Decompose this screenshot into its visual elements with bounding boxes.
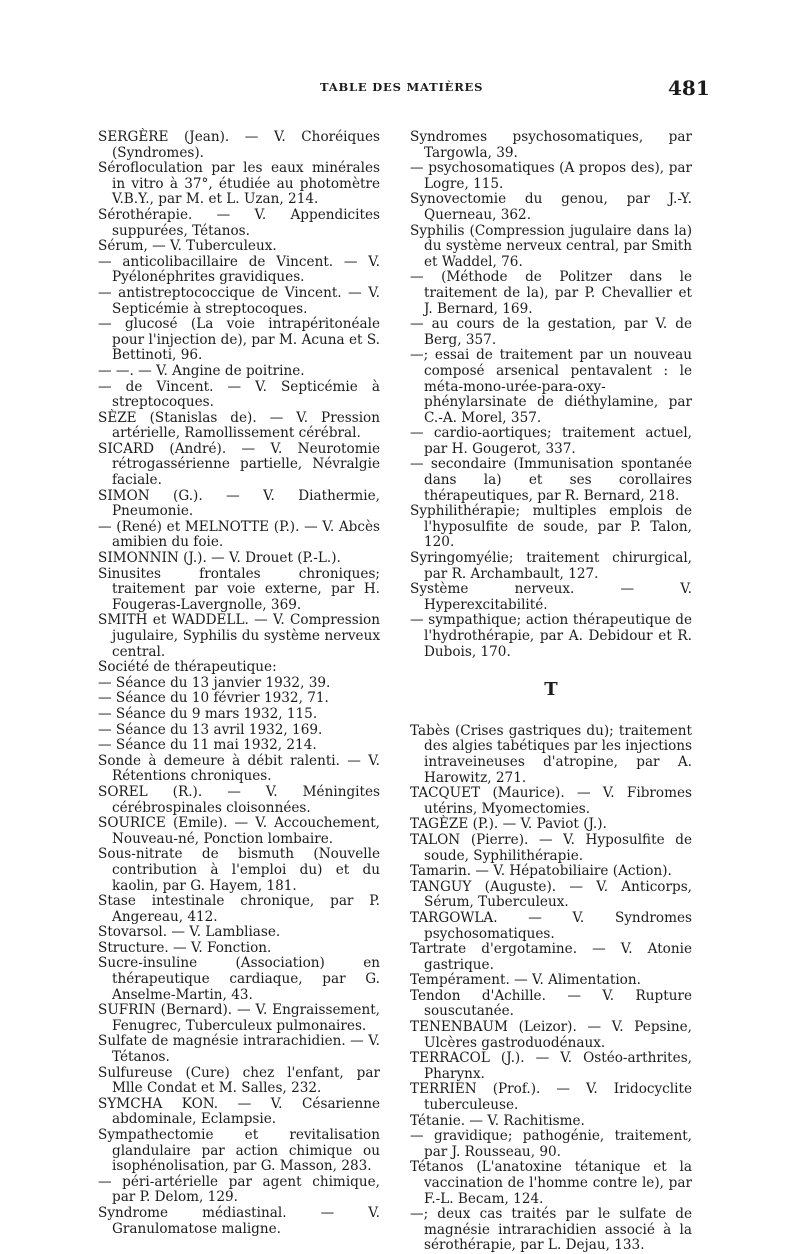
index-entry: Tétanie. — V. Rachitisme. (410, 1112, 585, 1129)
index-entry: Système nerveux. — V. Hyperexcitabilité. (410, 581, 692, 613)
index-entry: — antistreptococcique de Vincent. — V. Septicémie à streptocoques. (98, 284, 380, 317)
page-number: 481 (668, 76, 710, 100)
index-entry: SYMCHA KON. — V. Césarienne abdominale, Eclampsie. (98, 1095, 380, 1128)
index-entry: Syringomyélie; traitement chirurgical, par R. Archambault, 127. (410, 550, 692, 582)
index-entry: TACQUET (Maurice). — V. Fibromes utérins, Myomectomies. (410, 785, 692, 817)
index-entry: Syphilithérapie; multiples emplois de l'hyposulfite de soude, par P. Talon, 120. (410, 503, 692, 551)
index-entry: Sérofloculation par les eaux minérales in vitro à 37°, étudiée au photomètre V.B.Y., par M. et L. Uzan, 214. (98, 160, 380, 208)
index-entry: Tabès (Crises gastriques du); traitement des algies tabétiques par les injections intraveineuses d'atropine, par A. Harowitz, 271. (410, 722, 692, 786)
index-entry: Sulfureuse (Cure) chez l'enfant, par Mlle Condat et M. Salles, 232. (98, 1064, 380, 1097)
index-entry: — de Vincent. — V. Septicémie à streptocoques. (98, 378, 380, 411)
left-column (98, 130, 380, 1237)
index-entry: — glucosé (La voie intrapéritonéale pour l'injection de), par M. Acuna et S. Bettinoti, 96. (98, 316, 380, 364)
index-entry: SOURICE (Emile). — V. Accouchement, Nouveau-né, Ponction lombaire. (98, 815, 380, 847)
index-entry: TERRACOL (J.). — V. Ostéo-arthrites, Pharynx. (410, 1050, 692, 1082)
index-entry: —; deux cas traités par le sulfate de magnésie intrarachidien associé à la sérothérapie, par L. Dejau, 133. (410, 1206, 692, 1254)
index-entry: Syndrome médiastinal. — V. Granulomatose maligne. (98, 1204, 380, 1237)
index-entry: SIMON (G.). — V. Diathermie, Pneumonie. (98, 487, 380, 520)
index-entry: Sulfate de magnésie intrarachidien. — V. Tétanos. (98, 1033, 380, 1066)
index-entry: — Séance du 13 janvier 1932, 39. (98, 674, 331, 691)
index-entry: SÈZE (Stanislas de). — V. Pression artérielle, Ramollissement cérébral. (98, 409, 380, 442)
index-entry: — (René) et MELNOTTE (P.). — V. Abcès amibien du foie. (98, 518, 380, 551)
index-entry: Tartrate d'ergotamine. — V. Atonie gastrique. (410, 941, 692, 973)
index-entry: Sonde à demeure à débit ralenti. — V. Rétentions chroniques. (98, 752, 380, 785)
index-entry: Stovarsol. — V. Lambliase. (98, 924, 281, 941)
index-entry: Structure. — V. Fonction. (98, 939, 272, 956)
index-entry: Sérum, — V. Tuberculeux. (98, 238, 277, 255)
index-entry: Sérothérapie. — V. Appendicites suppurées, Tétanos. (98, 206, 380, 239)
index-entry: TANGUY (Auguste). — V. Anticorps, Sérum, Tuberculeux. (410, 878, 692, 911)
index-entry: Sous-nitrate de bismuth (Nouvelle contribution à l'emploi du) et du kaolin, par G. Hayem, 181. (98, 846, 380, 894)
index-entry: SOREL (R.). — V. Méningites cérébrospinales cloisonnées. (98, 783, 380, 816)
index-entry: Tendon d'Achille. — V. Rupture souscutanée. (410, 987, 692, 1020)
index-entry: — sympathique; action thérapeutique de l'hydrothérapie, par A. Debidour et R. Dubois, 170. (410, 612, 692, 660)
index-entry: Société de thérapeutique: (98, 659, 277, 676)
index-entry: SUFRIN (Bernard). — V. Engraissement, Fenugrec, Tuberculeux pulmonaires. (98, 1002, 380, 1034)
index-entry: Sucre-insuline (Association) en thérapeutique cardiaque, par G. Anselme-Martin, 43. (98, 955, 380, 1003)
index-entry: TARGOWLA. — V. Syndromes psychosomatiques. (410, 909, 692, 942)
running-title: TABLE DES MATIÈRES (320, 80, 484, 94)
index-entry: SERGÈRE (Jean). — V. Choréiques (Syndromes). (98, 129, 380, 161)
index-entry: — —. — V. Angine de poitrine. (98, 362, 305, 379)
index-entry: Syndromes psychosomatiques, par Targowla, 39. (410, 129, 692, 161)
index-entry: TERRIEN (Prof.). — V. Iridocyclite tuberculeuse. (410, 1081, 692, 1114)
index-entry: — Séance du 10 février 1932, 71. (98, 690, 329, 707)
index-entry: TALON (Pierre). — V. Hyposulfite de soude, Syphilithérapie. (410, 831, 692, 864)
index-entry: — (Méthode de Politzer dans le traitement de la), par P. Chevallier et J. Bernard, 169. (410, 269, 692, 317)
index-entry: — Séance du 9 mars 1932, 115. (98, 705, 318, 722)
index-entry: TENENBAUM (Leizor). — V. Pepsine, Ulcères gastroduodénaux. (410, 1019, 692, 1051)
index-entry: Tempérament. — V. Alimentation. (410, 972, 641, 989)
index-entry: SIMONNIN (J.). — V. Drouet (P.-L.). (98, 550, 341, 567)
index-entry: Sinusites frontales chroniques; traitement par voie externe, par H. Fougeras-Lavergnolle, 369. (98, 565, 380, 613)
index-entry: Synovectomie du genou, par J.-Y. Querneau, 362. (410, 191, 692, 223)
index-entry: Tétanos (L'anatoxine tétanique et la vaccination de l'homme contre le), par F.-L. Becam, 124. (410, 1159, 692, 1207)
index-entry: TAGÈZE (P.). — V. Paviot (J.). (410, 816, 607, 833)
index-entry: Tamarin. — V. Hépatobiliaire (Action). (410, 863, 672, 880)
index-entry: — psychosomatiques (A propos des), par Logre, 115. (410, 160, 692, 192)
index-entry: Stase intestinale chronique, par P. Angereau, 412. (98, 893, 380, 925)
index-entry: —; essai de traitement par un nouveau composé arsenical pentavalent : le méta-mono-urée-para-oxy-phénylarsinate de diéthylamine, par C.-A. Morel, 357. (410, 347, 692, 426)
section-letter: T (544, 679, 558, 701)
index-entry: — gravidique; pathogénie, traitement, par J. Rousseau, 90. (410, 1128, 692, 1160)
index-entry: — au cours de la gestation, par V. de Berg, 357. (410, 316, 692, 348)
index-entry: — secondaire (Immunisation spontanée dans la) et ses corollaires thérapeutiques, par R. Bernard, 218. (410, 456, 692, 504)
running-head (0, 76, 800, 98)
index-entry: — péri-artérielle par agent chimique, par P. Delom, 129. (98, 1173, 380, 1206)
index-entry: SICARD (André). — V. Neurotomie rétrogassérienne partielle, Névralgie faciale. (98, 440, 380, 489)
right-column (410, 130, 692, 1254)
index-entry: — cardio-aortiques; traitement actuel, par H. Gougerot, 337. (410, 425, 692, 457)
index-entry: — Séance du 13 avril 1932, 169. (98, 721, 323, 738)
index-entry: — anticolibacillaire de Vincent. — V. Pyélonéphrites gravidiques. (98, 253, 380, 286)
index-entry: Sympathectomie et revitalisation glandulaire par action chimique ou isophénolisation, par G. Masson, 283. (98, 1127, 380, 1175)
index-entry: Syphilis (Compression jugulaire dans la) du système nerveux central, par Smith et Waddel, 76. (410, 222, 692, 270)
index-entry: SMITH et WADDELL. — V. Compression jugulaire, Syphilis du système nerveux central. (98, 612, 380, 660)
index-entry: — Séance du 11 mai 1932, 214. (98, 737, 317, 754)
